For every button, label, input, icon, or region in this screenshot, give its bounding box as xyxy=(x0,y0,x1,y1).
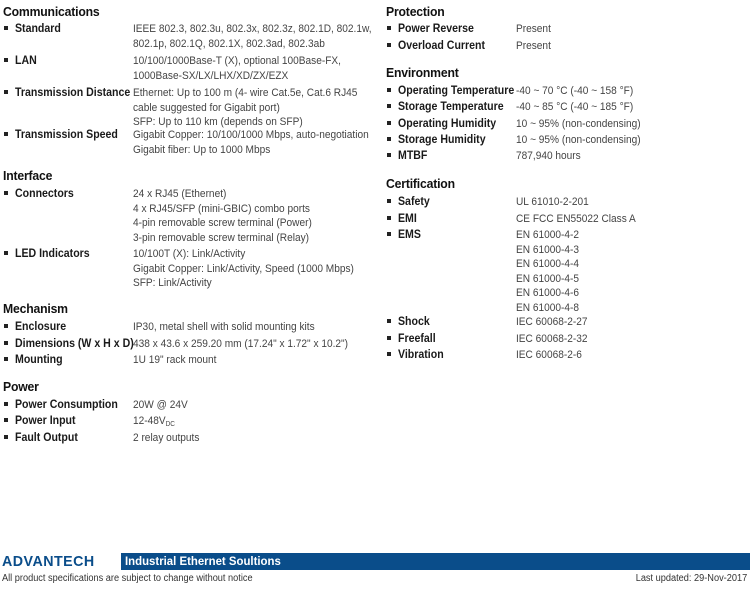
spec-value-text: IEC 60068-2-6 xyxy=(516,349,582,361)
spec-value xyxy=(133,21,372,51)
section-environment xyxy=(386,65,748,162)
spec-value xyxy=(516,227,579,315)
spec-value-line xyxy=(516,133,641,148)
section-mechanism xyxy=(3,301,375,366)
spec-label: Overload Current xyxy=(398,40,486,52)
spec-value-text: EN 61000-4-3 xyxy=(516,243,580,256)
spec-value-line xyxy=(516,149,581,164)
spec-label: Storage Humidity xyxy=(398,134,486,146)
spec-label: Power Consumption xyxy=(15,399,118,411)
bullet-icon xyxy=(387,26,391,30)
spec-value-text: EN 61000-4-5 xyxy=(516,272,580,285)
spec-value-line xyxy=(133,22,372,37)
section-title: Environment xyxy=(386,65,459,80)
spec-value-line xyxy=(133,143,369,158)
spec-label: Shock xyxy=(398,316,430,328)
spec-label: Dimensions (W x H x D) xyxy=(15,338,134,350)
spec-value-line xyxy=(516,315,587,330)
spec-label: Vibration xyxy=(398,349,444,361)
spec-value-text: SFP: Link/Activity xyxy=(133,277,212,289)
spec-value xyxy=(133,352,216,368)
spec-value-line xyxy=(516,84,633,99)
spec-label: MTBF xyxy=(398,150,428,162)
spec-value-line xyxy=(133,320,315,335)
spec-row-safety xyxy=(386,194,595,210)
bullet-icon xyxy=(387,336,391,340)
spec-value xyxy=(133,85,357,130)
spec-row-emi xyxy=(386,211,646,227)
spec-value-line xyxy=(516,243,579,258)
spec-label: Transmission Distance xyxy=(15,87,131,99)
spec-label: Standard xyxy=(15,23,61,35)
spec-value xyxy=(516,99,633,115)
spec-value-text: Present xyxy=(516,23,551,35)
bullet-icon xyxy=(387,153,391,157)
section-protection xyxy=(386,4,748,52)
bullet-icon xyxy=(387,43,391,47)
logo-box xyxy=(0,553,121,570)
bullet-icon xyxy=(4,324,8,328)
bullet-icon xyxy=(4,191,8,195)
bullet-icon xyxy=(4,90,8,94)
spec-row-mtbf xyxy=(386,148,586,164)
spec-row-enclosure xyxy=(3,319,330,335)
spec-value-text: 1000Base-SX/LX/LHX/XD/ZX/EZX xyxy=(133,69,289,82)
bullet-icon xyxy=(4,251,8,255)
spec-row-transmission-distance xyxy=(3,85,377,130)
spec-row-led-indicators xyxy=(3,246,373,291)
spec-value xyxy=(516,347,582,363)
spec-row-dimensions-w-x-h-x-d xyxy=(3,336,367,352)
last-updated: Last updated: 29-Nov-2017 xyxy=(635,573,747,584)
spec-value-text: EN 61000-4-6 xyxy=(516,287,580,299)
spec-value-line xyxy=(133,398,188,413)
spec-value-line xyxy=(133,101,357,116)
spec-value-text: EN 61000-4-4 xyxy=(516,258,580,270)
spec-value xyxy=(133,319,315,335)
spec-value-text: 4 x RJ45/SFP (mini-GBIC) combo ports xyxy=(133,202,310,215)
spec-value-line xyxy=(133,86,357,101)
spec-value-line xyxy=(133,262,354,277)
spec-row-mounting xyxy=(3,352,224,368)
spec-label: Enclosure xyxy=(15,321,67,333)
spec-value-text: 24 x RJ45 (Ethernet) xyxy=(133,188,227,200)
disclaimer-note: All product specifications are subject to change without notice xyxy=(2,573,253,584)
spec-value-text: 10 ~ 95% (non-condensing) xyxy=(516,134,641,146)
spec-value-line xyxy=(516,195,589,210)
footer-title: Industrial Ethernet Soultions xyxy=(125,554,281,568)
spec-label: Fault Output xyxy=(15,432,78,444)
spec-value-text: IEC 60068-2-27 xyxy=(516,316,588,328)
spec-label: Mounting xyxy=(15,354,63,366)
bullet-icon xyxy=(4,357,8,361)
spec-row-storage-humidity xyxy=(386,132,651,148)
spec-value-text: -40 ~ 70 °C (-40 ~ 158 °F) xyxy=(516,85,634,97)
spec-value-line xyxy=(516,212,636,227)
spec-value-text: Gigabit Copper: Link/Activity, Speed (1000 Mbps) xyxy=(133,262,354,275)
spec-value xyxy=(516,83,633,99)
spec-label: Operating Humidity xyxy=(398,118,497,130)
bullet-icon xyxy=(4,26,8,30)
spec-row-overload-current xyxy=(386,38,554,54)
spec-row-storage-temperature xyxy=(386,99,643,115)
spec-value-line xyxy=(133,187,312,202)
spec-value-line xyxy=(516,228,579,243)
spec-value xyxy=(133,127,369,157)
spec-value-line xyxy=(133,431,199,446)
bullet-icon xyxy=(387,137,391,141)
spec-label: LAN xyxy=(15,55,37,67)
spec-value-line xyxy=(133,69,341,84)
bullet-icon xyxy=(387,216,391,220)
spec-value-line xyxy=(133,216,312,231)
spec-value-text: cable suggested for Gigabit port) xyxy=(133,101,280,114)
spec-value-line xyxy=(516,272,579,287)
spec-value-text: EN 61000-4-8 xyxy=(516,301,580,314)
spec-row-shock xyxy=(386,314,594,330)
spec-value xyxy=(516,21,551,37)
spec-value-text: 3-pin removable screw terminal (Relay) xyxy=(133,231,310,244)
spec-value xyxy=(516,331,587,347)
bullet-icon xyxy=(4,402,8,406)
spec-value xyxy=(516,132,641,148)
spec-value-text: -40 ~ 85 °C (-40 ~ 185 °F) xyxy=(516,101,634,113)
spec-value-text: EN 61000-4-2 xyxy=(516,229,580,241)
section-title: Interface xyxy=(3,168,53,183)
spec-value xyxy=(516,38,551,54)
spec-value-subscript: DC xyxy=(165,421,175,428)
spec-value-line xyxy=(516,332,587,347)
spec-value-line xyxy=(133,276,354,291)
spec-label: LED Indicators xyxy=(15,248,90,260)
spec-value-line xyxy=(133,128,369,143)
spec-value-line xyxy=(516,348,582,363)
spec-row-operating-temperature xyxy=(386,83,643,99)
spec-row-freefall xyxy=(386,331,594,347)
spec-label: Safety xyxy=(398,196,430,208)
spec-value xyxy=(133,336,348,352)
spec-label: Transmission Speed xyxy=(15,129,118,141)
bullet-icon xyxy=(387,199,391,203)
spec-row-lan xyxy=(3,53,359,83)
spec-value-line xyxy=(133,353,216,368)
spec-value xyxy=(133,53,341,83)
spec-value-line xyxy=(516,286,579,301)
spec-value-text: 20W @ 24V xyxy=(133,399,188,411)
bullet-icon xyxy=(4,341,8,345)
spec-value-text: 1U 19" rack mount xyxy=(133,354,217,366)
spec-value-line xyxy=(516,301,579,316)
section-title: Communications xyxy=(3,4,100,19)
spec-value-text: 10 ~ 95% (non-condensing) xyxy=(516,118,641,130)
bullet-icon xyxy=(4,435,8,439)
spec-row-power-consumption xyxy=(3,397,192,413)
spec-row-connectors xyxy=(3,186,327,245)
footer-bar xyxy=(0,553,750,570)
spec-value-text: IEEE 802.3, 802.3u, 802.3x, 802.3z, 802.1D, 802.1w, xyxy=(133,23,372,35)
bullet-icon xyxy=(387,104,391,108)
bullet-icon xyxy=(4,132,8,136)
spec-row-standard xyxy=(3,21,392,51)
spec-value-text: Ethernet: Up to 100 m (4- wire Cat.5e, Cat.6 RJ45 xyxy=(133,87,358,99)
spec-value-text: CE FCC EN55022 Class A xyxy=(516,213,636,225)
spec-value-text: Gigabit Copper: 10/100/1000 Mbps, auto-negotiation xyxy=(133,129,369,141)
section-interface xyxy=(3,168,375,289)
spec-value-line xyxy=(133,337,348,352)
bullet-icon xyxy=(387,88,391,92)
spec-value xyxy=(516,211,636,227)
spec-value-line xyxy=(516,22,551,37)
spec-value-text: UL 61010-2-201 xyxy=(516,196,589,208)
spec-value-line xyxy=(133,202,312,217)
spec-value-text: IEC 60068-2-32 xyxy=(516,333,588,345)
bullet-icon xyxy=(387,319,391,323)
spec-value-text: SFP: Up to 110 km (depends on SFP) xyxy=(133,116,303,128)
section-title: Protection xyxy=(386,4,445,19)
spec-label: Connectors xyxy=(15,188,74,200)
section-certification xyxy=(386,176,748,361)
spec-value-line xyxy=(133,37,372,52)
section-title: Mechanism xyxy=(3,301,68,316)
spec-label: Freefall xyxy=(398,333,436,345)
spec-row-transmission-speed xyxy=(3,127,389,157)
section-title: Certification xyxy=(386,176,455,191)
spec-value-text: IP30, metal shell with solid mounting kits xyxy=(133,321,315,333)
spec-value-line xyxy=(133,247,354,262)
spec-label: Storage Temperature xyxy=(398,101,504,113)
spec-value-text: 802.1p, 802.1Q, 802.1X, 802.3ad, 802.3ab xyxy=(133,37,325,50)
bullet-icon xyxy=(4,418,8,422)
spec-value xyxy=(133,186,312,245)
advantech-logo: ADVANTECH xyxy=(2,553,95,570)
spec-value xyxy=(516,148,581,164)
spec-row-ems xyxy=(386,227,585,315)
spec-value xyxy=(516,194,589,210)
bullet-icon xyxy=(4,58,8,62)
spec-value-line xyxy=(516,39,551,54)
bullet-icon xyxy=(387,121,391,125)
bullet-icon xyxy=(387,352,391,356)
spec-label: EMS xyxy=(398,229,421,241)
spec-value-text: 10/100/1000Base-T (X), optional 100Base-FX, xyxy=(133,55,341,67)
spec-value-text: 787,940 hours xyxy=(516,150,581,162)
bullet-icon xyxy=(387,232,391,236)
spec-value xyxy=(133,397,188,413)
spec-value-line xyxy=(133,231,312,246)
spec-value xyxy=(133,246,354,291)
spec-row-fault-output xyxy=(3,430,205,446)
spec-value-text: Gigabit fiber: Up to 1000 Mbps xyxy=(133,143,271,156)
spec-value-text: 2 relay outputs xyxy=(133,432,200,444)
spec-value-text: 12-48V xyxy=(133,415,166,427)
spec-value xyxy=(516,116,641,132)
spec-value xyxy=(516,314,587,330)
spec-value-text: 438 x 43.6 x 259.20 mm (17.24" x 1.72" x 10.2") xyxy=(133,338,348,350)
spec-value-text: 10/100T (X): Link/Activity xyxy=(133,248,246,260)
spec-label: Power Reverse xyxy=(398,23,474,35)
spec-value-line xyxy=(516,117,641,132)
spec-label: EMI xyxy=(398,213,417,225)
section-communications xyxy=(3,4,375,156)
section-title: Power xyxy=(3,379,39,394)
spec-value-text: 4-pin removable screw terminal (Power) xyxy=(133,217,312,229)
spec-value-text: Present xyxy=(516,40,551,52)
spec-label: Power Input xyxy=(15,415,76,427)
spec-label: Operating Temperature xyxy=(398,85,515,97)
spec-value xyxy=(133,430,199,446)
spec-row-vibration xyxy=(386,347,588,363)
spec-value-line xyxy=(516,100,633,115)
spec-row-power-reverse xyxy=(386,21,554,37)
spec-value-line xyxy=(516,257,579,272)
spec-value-line xyxy=(133,54,341,69)
spec-row-operating-humidity xyxy=(386,116,651,132)
section-power xyxy=(3,379,375,444)
